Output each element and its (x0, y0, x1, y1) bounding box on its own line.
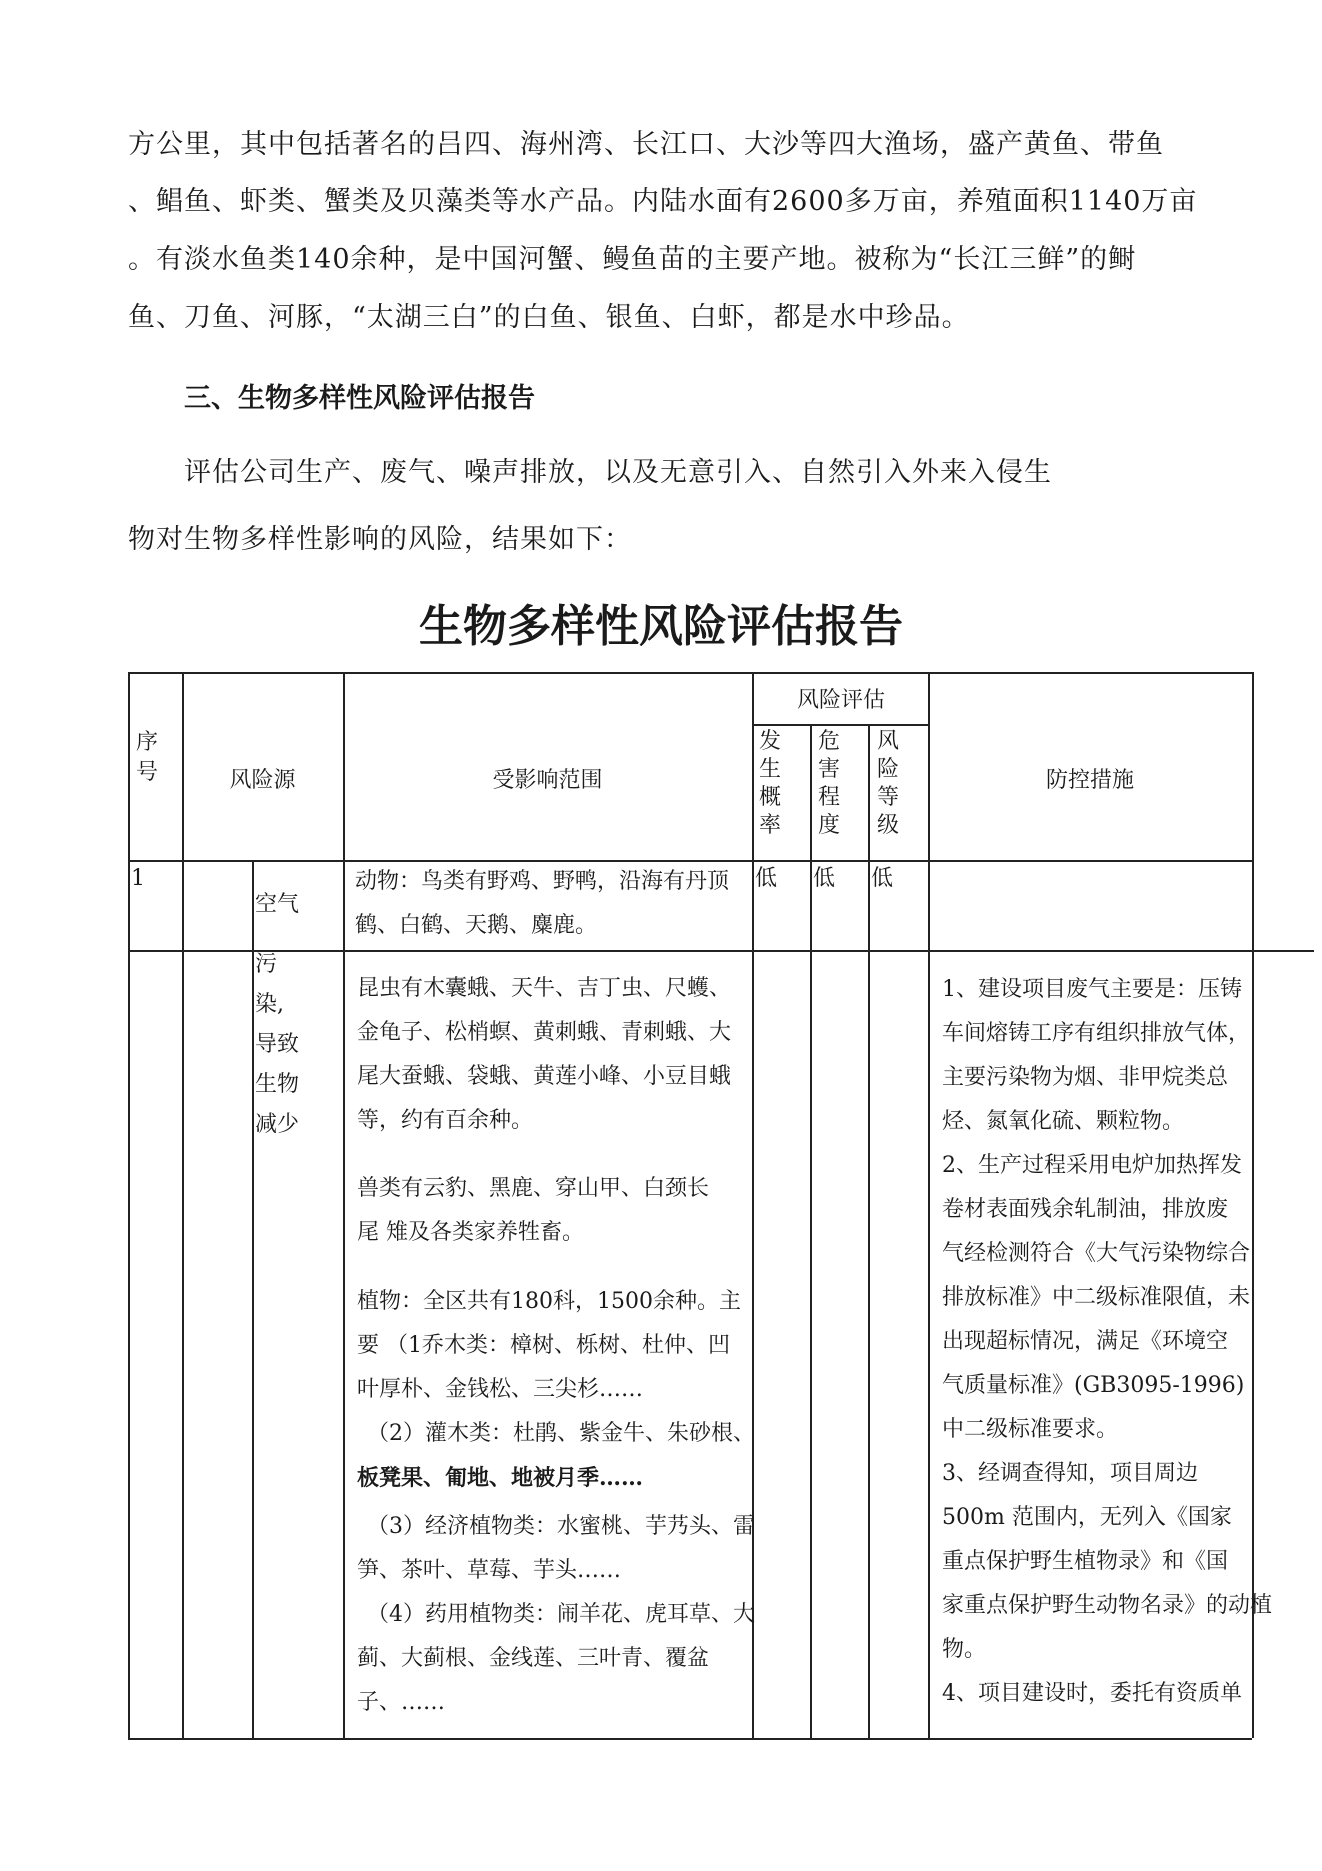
scope-line: 兽类有云豹、黑鹿、穿山甲、白颈长 (357, 1176, 710, 1201)
scope-line: （4）药用植物类：闹羊花、虎耳草、大 (367, 1602, 755, 1627)
measure-line: 气经检测符合《大气污染物综合 (942, 1241, 1251, 1266)
scope-line: 子、…… (357, 1690, 446, 1715)
table-title: 生物多样性风险评估报告 (419, 601, 903, 652)
row2-source-line: 污 (255, 952, 278, 977)
scope-line: （3）经济植物类：水蜜桃、芋艿头、雷 (367, 1514, 755, 1539)
scope-line: 等，约有百余种。 (357, 1108, 534, 1133)
header-severity: 危 害 程 度 (817, 729, 840, 838)
scope-line: 叶厚朴、金钱松、三尖杉…… (357, 1377, 644, 1402)
row1-seq: 1 (131, 866, 145, 891)
measure-line: 卷材表面残余轧制油，排放废 (942, 1197, 1229, 1222)
scope-line: 蓟、大蓟根、金线莲、三叶青、覆盆 (357, 1646, 710, 1671)
row2-control-measures (942, 968, 1272, 1716)
measure-line: 3、经调查得知，项目周边 (942, 1461, 1198, 1486)
measure-line: 烃、氮氧化硫、颗粒物。 (942, 1109, 1185, 1134)
measure-line: 出现超标情况，满足《环境空 (942, 1329, 1229, 1354)
scope-line: 要 （1乔木类：樟树、栎树、杜仲、凹 (357, 1333, 730, 1358)
row2-source-line: 生物 (255, 1072, 300, 1097)
scope-line: 金龟子、松梢螟、黄刺蛾、青刺蛾、大 (357, 1020, 732, 1045)
row2-source-line: 导致 (255, 1032, 300, 1057)
measure-line: 2、生产过程采用电炉加热挥发 (942, 1153, 1242, 1178)
assessment-text-line-1: 评估公司生产、废气、噪声排放，以及无意引入、自然引入外来入侵生 (184, 457, 1052, 488)
header-affected-scope: 受影响范围 (492, 768, 603, 793)
measure-line: 中二级标准要求。 (942, 1417, 1119, 1442)
row2-scope-plants (357, 1280, 755, 1500)
assessment-text-line-2: 物对生物多样性影响的风险，结果如下： (128, 524, 632, 555)
measure-line: 物。 (942, 1637, 987, 1662)
header-risk-source: 风险源 (229, 768, 296, 793)
header-risk-level: 风 险 等 级 (876, 729, 899, 838)
scope-line: 昆虫有木囊蛾、天牛、吉丁虫、尺蠖、 (357, 976, 732, 1001)
row2-source (255, 945, 299, 1145)
scope-line: 尾 雉及各类家养牲畜。 (357, 1220, 584, 1245)
row2-scope-insects (357, 967, 731, 1143)
row1-source-label: 空气 (255, 892, 300, 917)
scope-line: 植物：全区共有180科，1500余种。主 (357, 1289, 741, 1314)
intro-line-4: 鱼、刀鱼、河豚，“太湖三白”的白鱼、银鱼、白虾，都是水中珍品。 (128, 302, 970, 333)
header-control-measures: 防控措施 (1045, 768, 1134, 793)
section-heading: 三、生物多样性风险评估报告 (184, 383, 535, 414)
intro-line-2: 、鲳鱼、虾类、蟹类及贝藻类等水产品。内陆水面有2600多万亩，养殖面积1140万亩 (128, 186, 1198, 217)
intro-line-1: 方公里，其中包括著名的吕四、海州湾、长江口、大沙等四大渔场，盛产黄鱼、带鱼 (128, 129, 1164, 160)
row2-source-line: 减少 (255, 1112, 300, 1137)
scope-line: 尾大蚕蛾、袋蛾、黄莲小峰、小豆目蛾 (357, 1064, 732, 1089)
scope-line: 笋、茶叶、草莓、芋头…… (357, 1558, 622, 1583)
measure-line: 1、建设项目废气主要是：压铸 (942, 977, 1242, 1002)
scope-line: 板凳果、匍地、地被月季…… (357, 1465, 644, 1491)
measure-line: 车间熔铸工序有组织排放气体， (942, 1021, 1251, 1046)
measure-line: 4、项目建设时，委托有资质单 (942, 1681, 1242, 1706)
row2-scope-mammals (357, 1167, 709, 1255)
row1-scope-line-2: 鹤、白鹤、天鹅、麋鹿。 (355, 913, 598, 938)
header-seq: 序 号 (135, 730, 158, 785)
scope-line: （2）灌木类：杜鹃、紫金牛、朱砂根、 (367, 1421, 755, 1446)
row2-scope-economic-medicinal (357, 1505, 755, 1725)
row1-probability: 低 (755, 866, 778, 891)
measure-line: 500m 范围内，无列入《国家 (942, 1505, 1232, 1530)
intro-line-3: 。有淡水鱼类140余种，是中国河蟹、鳗鱼苗的主要产地。被称为“长江三鲜”的鲥 (128, 244, 1137, 275)
measure-line: 排放标准》中二级标准限值，未 (942, 1285, 1251, 1310)
measure-line: 主要污染物为烟、非甲烷类总 (942, 1065, 1229, 1090)
header-risk-assessment: 风险评估 (796, 688, 885, 713)
measure-line: 重点保护野生植物录》和《国 (942, 1549, 1229, 1574)
row1-scope-line-1: 动物：鸟类有野鸡、野鸭，沿海有丹顶 (355, 869, 730, 894)
header-probability: 发 生 概 率 (758, 729, 781, 838)
row1-severity: 低 (813, 866, 836, 891)
row1-risk-level: 低 (871, 866, 894, 891)
measure-line: 气质量标准》(GB3095-1996) (942, 1373, 1245, 1398)
row2-source-line: 染, (255, 992, 284, 1017)
measure-line: 家重点保护野生动物名录》的动植 (942, 1593, 1273, 1618)
